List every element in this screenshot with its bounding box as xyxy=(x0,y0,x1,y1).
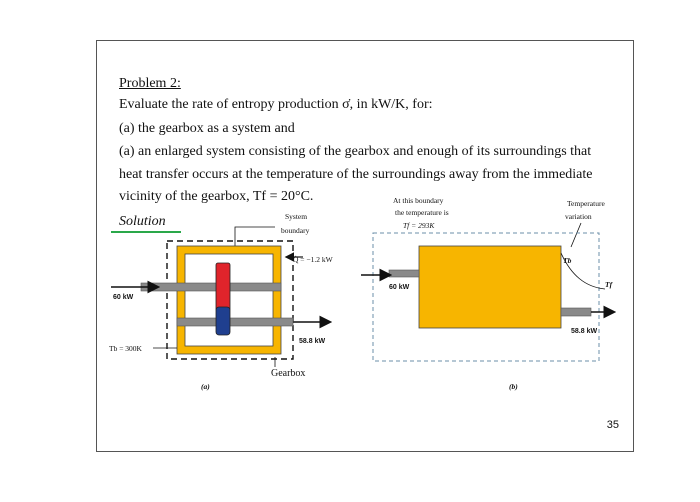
system-boundary-label-1: System xyxy=(285,212,308,221)
output-shaft-b xyxy=(561,308,591,316)
tf-label: Tf xyxy=(605,280,613,289)
problem-line-2: (a) the gearbox as a system and xyxy=(119,121,295,136)
tb-label: Tb xyxy=(563,256,572,265)
output-shaft xyxy=(177,318,293,326)
red-gear xyxy=(216,263,230,311)
gearbox-b xyxy=(419,246,561,328)
boundary-leader-line xyxy=(235,227,275,246)
diagrams xyxy=(97,41,635,453)
solution-label: Solution xyxy=(119,214,166,229)
problem-line-4: heat transfer occurs at the temperature of the surroundings away from the immediate xyxy=(119,167,593,182)
temp-variation-2: variation xyxy=(565,212,592,221)
figure-a xyxy=(109,212,334,391)
output-power-label: 58.8 kW xyxy=(299,338,326,345)
boundary-note-1: At this boundary xyxy=(393,196,444,205)
blue-gear xyxy=(216,307,230,335)
input-shaft-b xyxy=(389,270,419,277)
problem-line-5: vicinity of the gearbox, Tf = 20°C. xyxy=(119,189,314,204)
boundary-note-2: the temperature is xyxy=(395,208,449,217)
figure-b xyxy=(361,196,614,391)
problem-line-3: (a) an enlarged system consisting of the gearbox and enough of its surroundings that xyxy=(119,144,592,159)
slide xyxy=(96,40,634,452)
output-power-label-b: 58.8 kW xyxy=(571,328,598,335)
caption-a: (a) xyxy=(201,382,210,391)
input-power-label: 60 kW xyxy=(113,294,134,301)
gearbox-label: Gearbox xyxy=(271,368,306,379)
heat-transfer-label: Q̇ = −1.2 kW xyxy=(293,255,333,264)
page-number: 35 xyxy=(606,419,619,431)
problem-title: Problem 2: xyxy=(119,76,181,91)
input-shaft xyxy=(141,283,281,291)
problem-line-1: Evaluate the rate of entropy production σ̇, in kW/K, for: xyxy=(119,97,433,112)
caption-b: (b) xyxy=(509,382,518,391)
temp-variation-leader xyxy=(571,223,581,247)
system-boundary-label-2: boundary xyxy=(281,226,310,235)
boundary-note-3: Tf = 293K xyxy=(403,221,435,230)
temp-variation-1: Temperature xyxy=(567,199,605,208)
input-power-label-b: 60 kW xyxy=(389,284,410,291)
temp-label: Tb = 300K xyxy=(109,344,142,353)
